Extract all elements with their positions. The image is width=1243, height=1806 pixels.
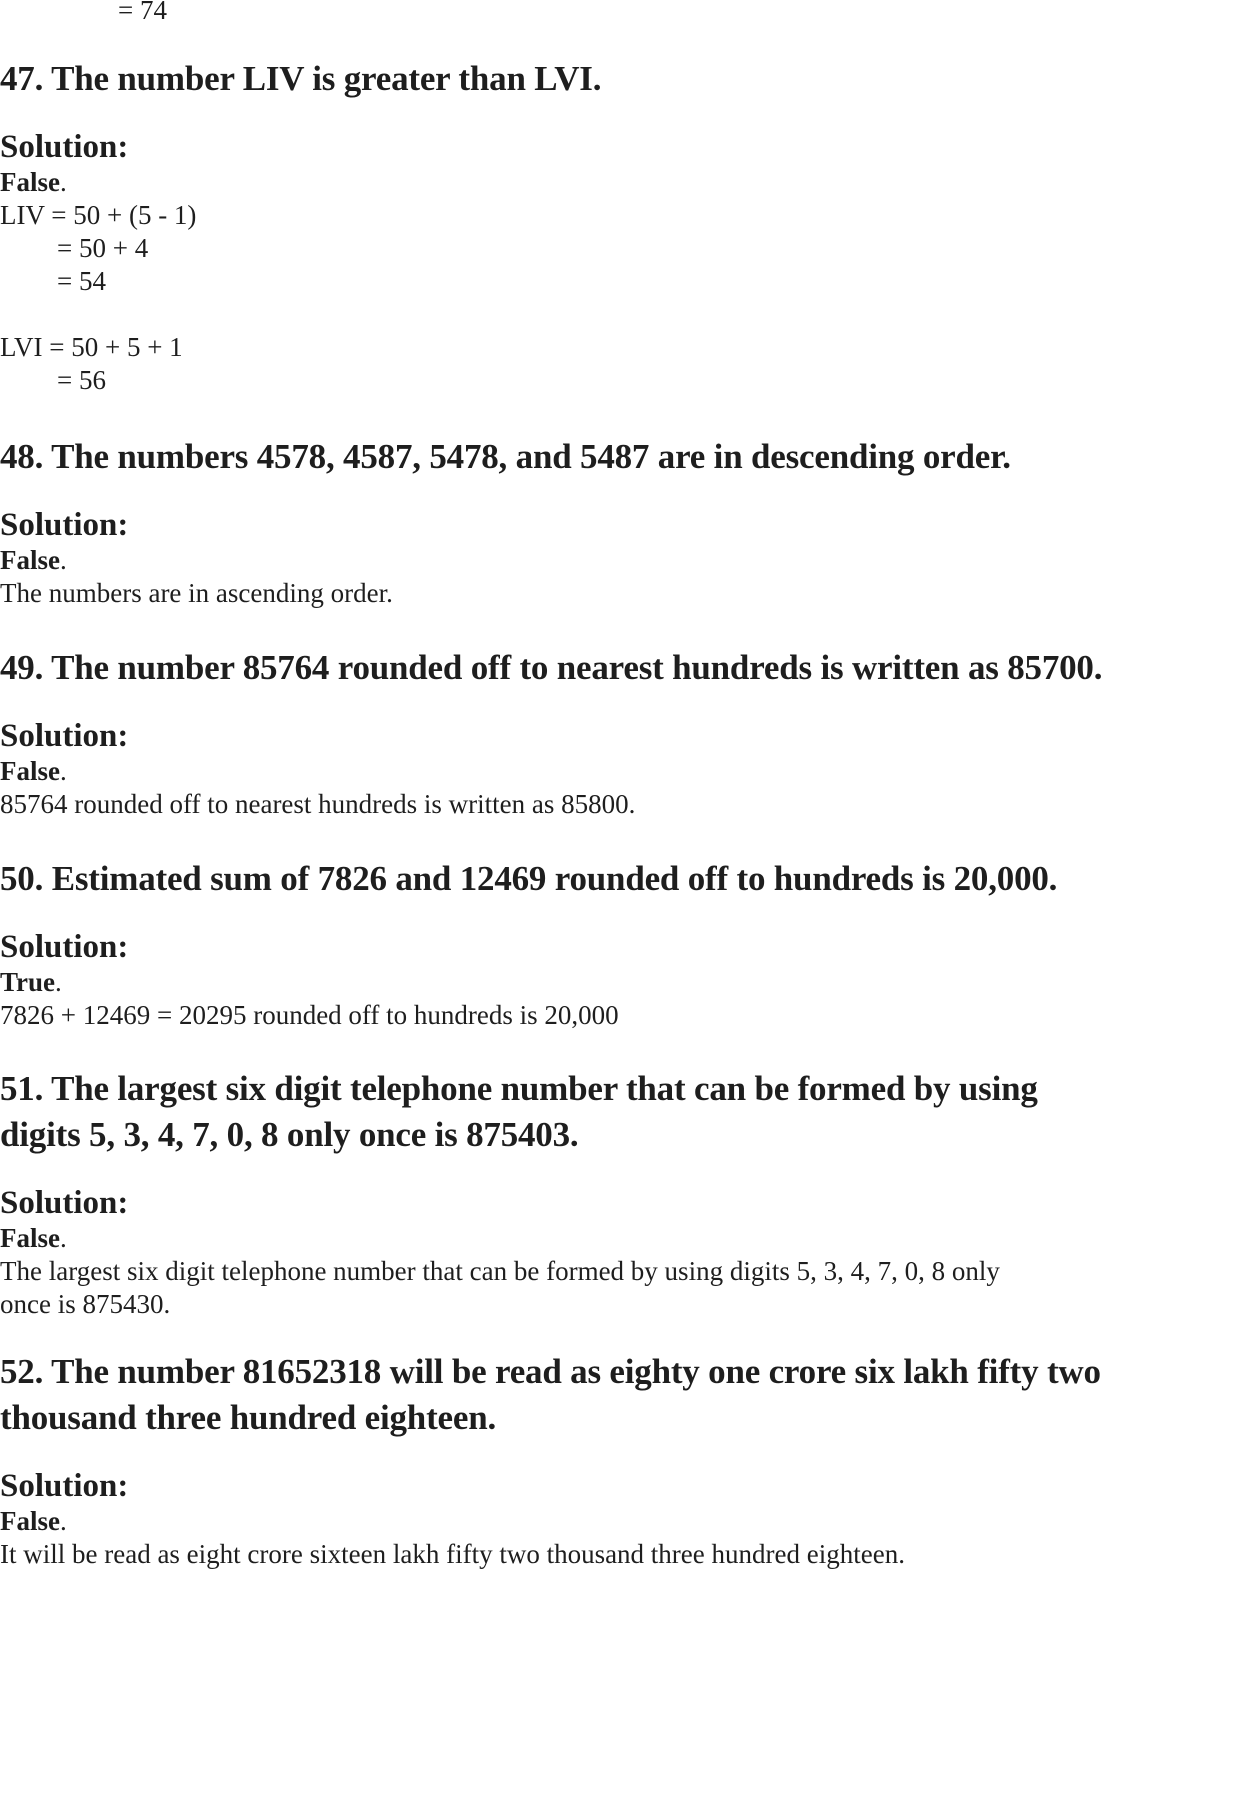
working-line: LIV = 50 + (5 - 1) [0, 200, 197, 230]
verdict-punct: . [55, 967, 62, 997]
question-statement [0, 56, 1243, 102]
question-statement [0, 1349, 1243, 1441]
question-51 [0, 1066, 1243, 1321]
working-line: The largest six digit telephone number that can be formed by using digits 5, 3, 4, 7, 0, 8 only [0, 1256, 1000, 1286]
solution-verdict [0, 544, 1243, 577]
question-statement-line: 47. The number LIV is greater than LVI. [0, 59, 602, 98]
carryover-result-line: = 74 [118, 0, 167, 25]
verdict-punct: . [60, 167, 67, 197]
verdict-punct: . [60, 756, 67, 786]
question-statement [0, 856, 1243, 902]
working-line: = 56 [57, 365, 106, 395]
question-statement-line: 48. The numbers 4578, 4587, 5478, and 5487 are in descending order. [0, 437, 1011, 476]
question-50 [0, 856, 1243, 1032]
question-statement-line: digits 5, 3, 4, 7, 0, 8 only once is 875403. [0, 1115, 579, 1154]
verdict-punct: . [60, 1223, 67, 1253]
question-statement-line: 52. The number 81652318 will be read as eighty one crore six lakh fifty two [0, 1352, 1101, 1391]
solution-heading: Solution: [0, 1468, 129, 1504]
verdict-punct: . [60, 545, 67, 575]
solution-verdict [0, 166, 1243, 199]
verdict-word: False [0, 756, 60, 786]
question-statement-line: 50. Estimated sum of 7826 and 12469 rounded off to hundreds is 20,000. [0, 859, 1058, 898]
solution-heading: Solution: [0, 129, 129, 165]
question-statement-line: 49. The number 85764 rounded off to nearest hundreds is written as 85700. [0, 648, 1103, 687]
working-line: = 54 [57, 266, 106, 296]
working-line: It will be read as eight crore sixteen lakh fifty two thousand three hundred eighteen. [0, 1539, 905, 1569]
working-blank-line [0, 298, 1243, 331]
solution-heading: Solution: [0, 507, 129, 543]
question-47 [0, 56, 1243, 397]
solution-heading: Solution: [0, 929, 129, 965]
working-line: = 50 + 4 [57, 233, 149, 263]
verdict-word: False [0, 1506, 60, 1536]
solution-heading: Solution: [0, 1185, 129, 1221]
question-52 [0, 1349, 1243, 1571]
verdict-word: False [0, 167, 60, 197]
question-statement-line: thousand three hundred eighteen. [0, 1398, 497, 1437]
verdict-punct: . [60, 1506, 67, 1536]
working-line: once is 875430. [0, 1289, 171, 1319]
question-statement [0, 1066, 1243, 1158]
verdict-word: False [0, 1223, 60, 1253]
solution-verdict [0, 1222, 1243, 1255]
solution-heading: Solution: [0, 718, 129, 754]
solution-verdict [0, 1505, 1243, 1538]
question-statement-line: 51. The largest six digit telephone number that can be formed by using [0, 1069, 1038, 1108]
working-line: LVI = 50 + 5 + 1 [0, 332, 183, 362]
question-statement [0, 645, 1243, 691]
question-49 [0, 645, 1243, 821]
verdict-word: True [0, 967, 55, 997]
working-line: 7826 + 12469 = 20295 rounded off to hundreds is 20,000 [0, 1000, 619, 1030]
working-line: 85764 rounded off to nearest hundreds is written as 85800. [0, 789, 636, 819]
solution-verdict [0, 755, 1243, 788]
question-48 [0, 434, 1243, 610]
question-statement [0, 434, 1243, 480]
solution-verdict [0, 966, 1243, 999]
verdict-word: False [0, 545, 60, 575]
working-line: The numbers are in ascending order. [0, 578, 393, 608]
